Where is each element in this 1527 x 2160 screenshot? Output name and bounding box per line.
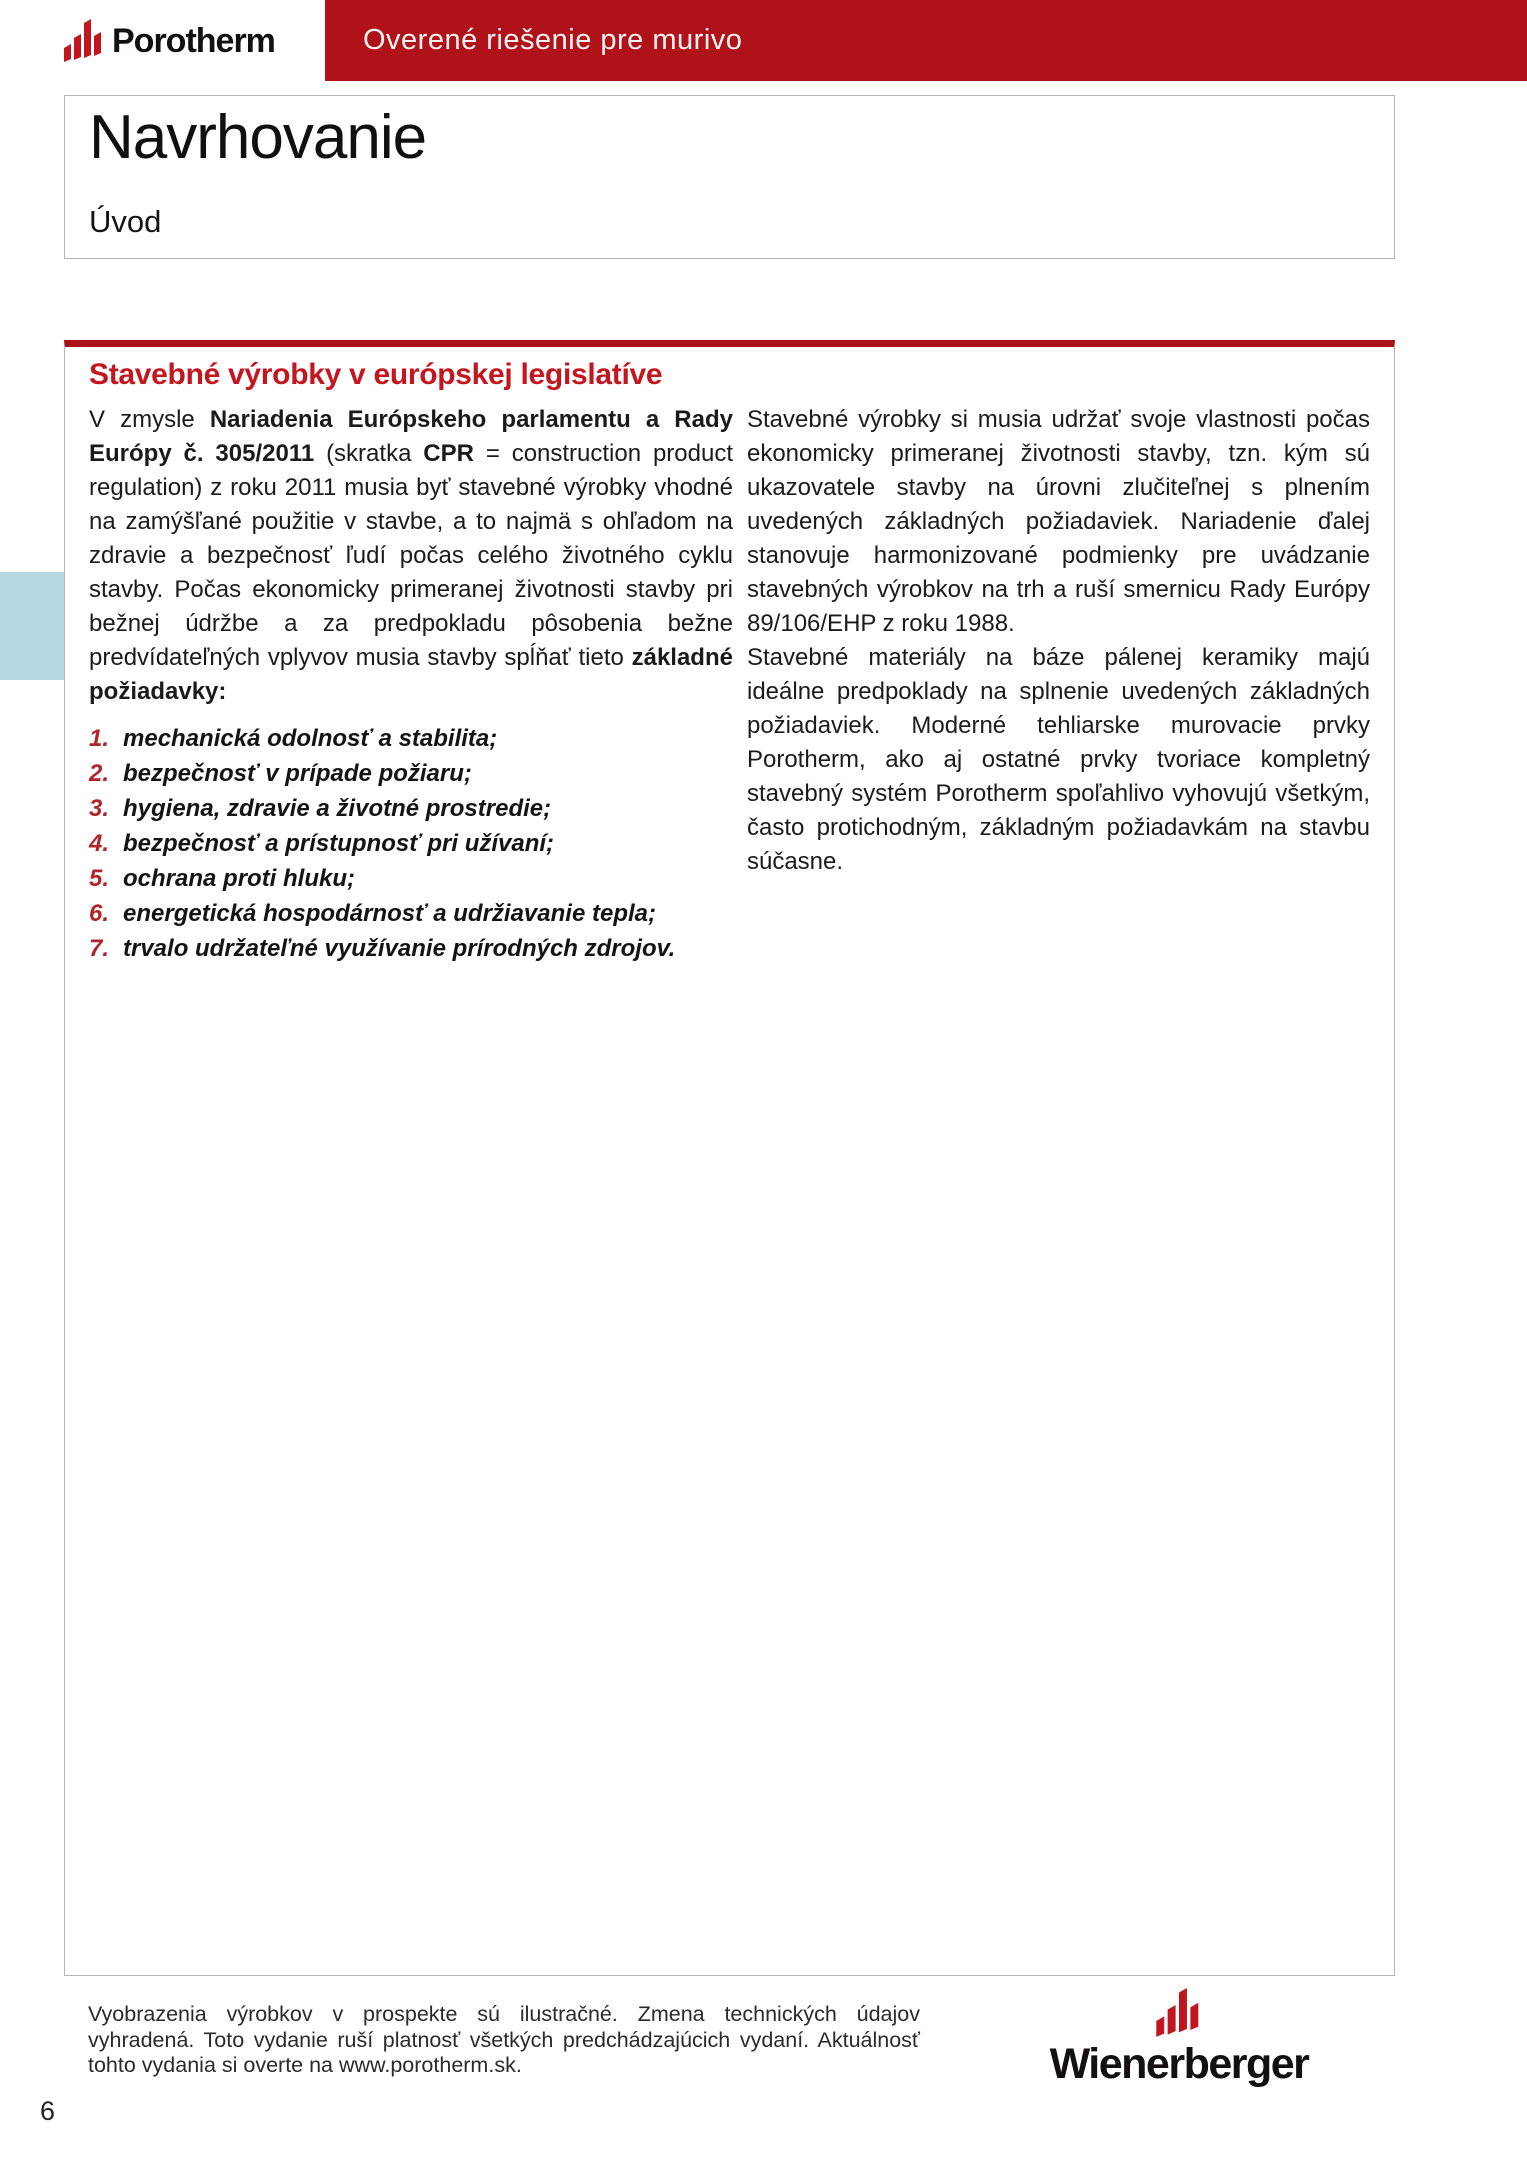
wienerberger-logo-text: Wienerberger	[1049, 2040, 1309, 2088]
title-box	[64, 95, 1395, 259]
list-item-text: energetická hospodárnosť a udržiavanie tepla;	[123, 900, 656, 927]
list-item-number: 1.	[89, 725, 110, 752]
wienerberger-logo-icon	[1156, 1988, 1202, 2038]
list-item-text: bezpečnosť a prístupnosť pri užívaní;	[123, 830, 555, 857]
two-column-layout	[89, 403, 1370, 966]
right-paragraph-2: Stavebné materiály na báze pálenej keramiky majú ideálne predpoklady na splnenie uvedených základných požiadaviek. Moderné tehliarske murovacie prvky Porotherm, ako aj ostatné prvky tvoriace kompletný stavebný systém Porotherm spoľahlivo vyhovujú všetkým, často protichodným, základným požiadavkám na stavbu súčasne.	[746, 644, 1370, 875]
list-item-number: 4.	[89, 830, 110, 857]
list-item	[89, 826, 733, 861]
intro-paragraph	[89, 403, 733, 709]
list-item-text: hygiena, zdravie a životné prostredie;	[123, 795, 552, 822]
list-item-text: ochrana proti hluku;	[123, 865, 356, 892]
list-item-number: 5.	[89, 865, 110, 892]
content-box	[64, 340, 1395, 1976]
wienerberger-logo	[1035, 1988, 1323, 2089]
right-paragraph-1: Stavebné výrobky si musia udržať svoje vlastnosti počas ekonomicky primeranej životnosti stavby, tzn. kým sú ukazovatele stavby na úrovni zlučiteľnej s plnením uvedených základných požiadaviek. Nariadenie ďalej stanovuje harmonizované podmienky pre uvádzanie stavebných výrobkov na trh a ruší smernicu Rady Európy 89/106/EHP z roku 1988.	[746, 406, 1370, 637]
left-column	[89, 403, 733, 966]
list-item-text: mechanická odolnosť a stabilita;	[123, 725, 498, 752]
page-subtitle: Úvod	[89, 204, 162, 239]
list-item-number: 3.	[89, 795, 110, 822]
page-title: Navrhovanie	[89, 103, 427, 172]
list-item-text: trvalo udržateľné využívanie prírodných zdrojov.	[123, 935, 676, 962]
intro-bold-requirements: základné požiadavky:	[89, 644, 733, 705]
list-item	[89, 896, 733, 931]
porotherm-logo-icon	[64, 19, 104, 63]
right-column	[747, 403, 1370, 966]
disclaimer-text: Vyobrazenia výrobkov v prospekte sú ilustračné. Zmena technických údajov vyhradená. Toto vydanie ruší platnosť všetkých predchádzajúcich vydaní. Aktuálnosť tohto vydania si overte na www.porotherm.sk.	[88, 2002, 920, 2077]
list-item-text: bezpečnosť v prípade požiaru;	[123, 760, 472, 787]
section-color-tab	[0, 572, 64, 680]
intro-bold-cpr: CPR	[423, 440, 474, 467]
porotherm-logo	[64, 12, 275, 70]
intro-bold-regulation: Nariadenia Európskeho parlamentu a Rady Európy č. 305/2011	[89, 406, 733, 467]
intro-text-1: V zmysle	[89, 406, 210, 433]
list-item	[89, 791, 733, 826]
intro-text-3: = construction product regulation) z roku 2011 musia byť stavebné výrobky vhodné na zamýšľané použitie v stavbe, a to najmä s ohľadom na zdravie a bezpečnosť ľudí počas celého životného cyklu stavby. Počas ekonomicky primeranej životnosti stavby pri bežnej údržbe a za predpokladu pôsobenia bežne predvídateľných vplyvov musia stavby spĺňať tieto	[89, 440, 733, 671]
intro-text-2: (skratka	[314, 440, 424, 467]
list-item	[89, 756, 733, 791]
page-number: 6	[40, 2096, 56, 2126]
article-heading: Stavebné výrobky v európskej legislatíve	[89, 358, 663, 391]
list-item-number: 2.	[89, 760, 110, 787]
requirements-list	[89, 721, 733, 966]
list-item	[89, 931, 733, 966]
list-item-number: 6.	[89, 900, 110, 927]
porotherm-logo-text: Porotherm	[112, 21, 275, 60]
list-item	[89, 721, 733, 756]
banner-tagline: Overené riešenie pre murivo	[363, 24, 743, 56]
list-item-number: 7.	[89, 935, 110, 962]
list-item	[89, 861, 733, 896]
header-banner	[325, 0, 1527, 81]
